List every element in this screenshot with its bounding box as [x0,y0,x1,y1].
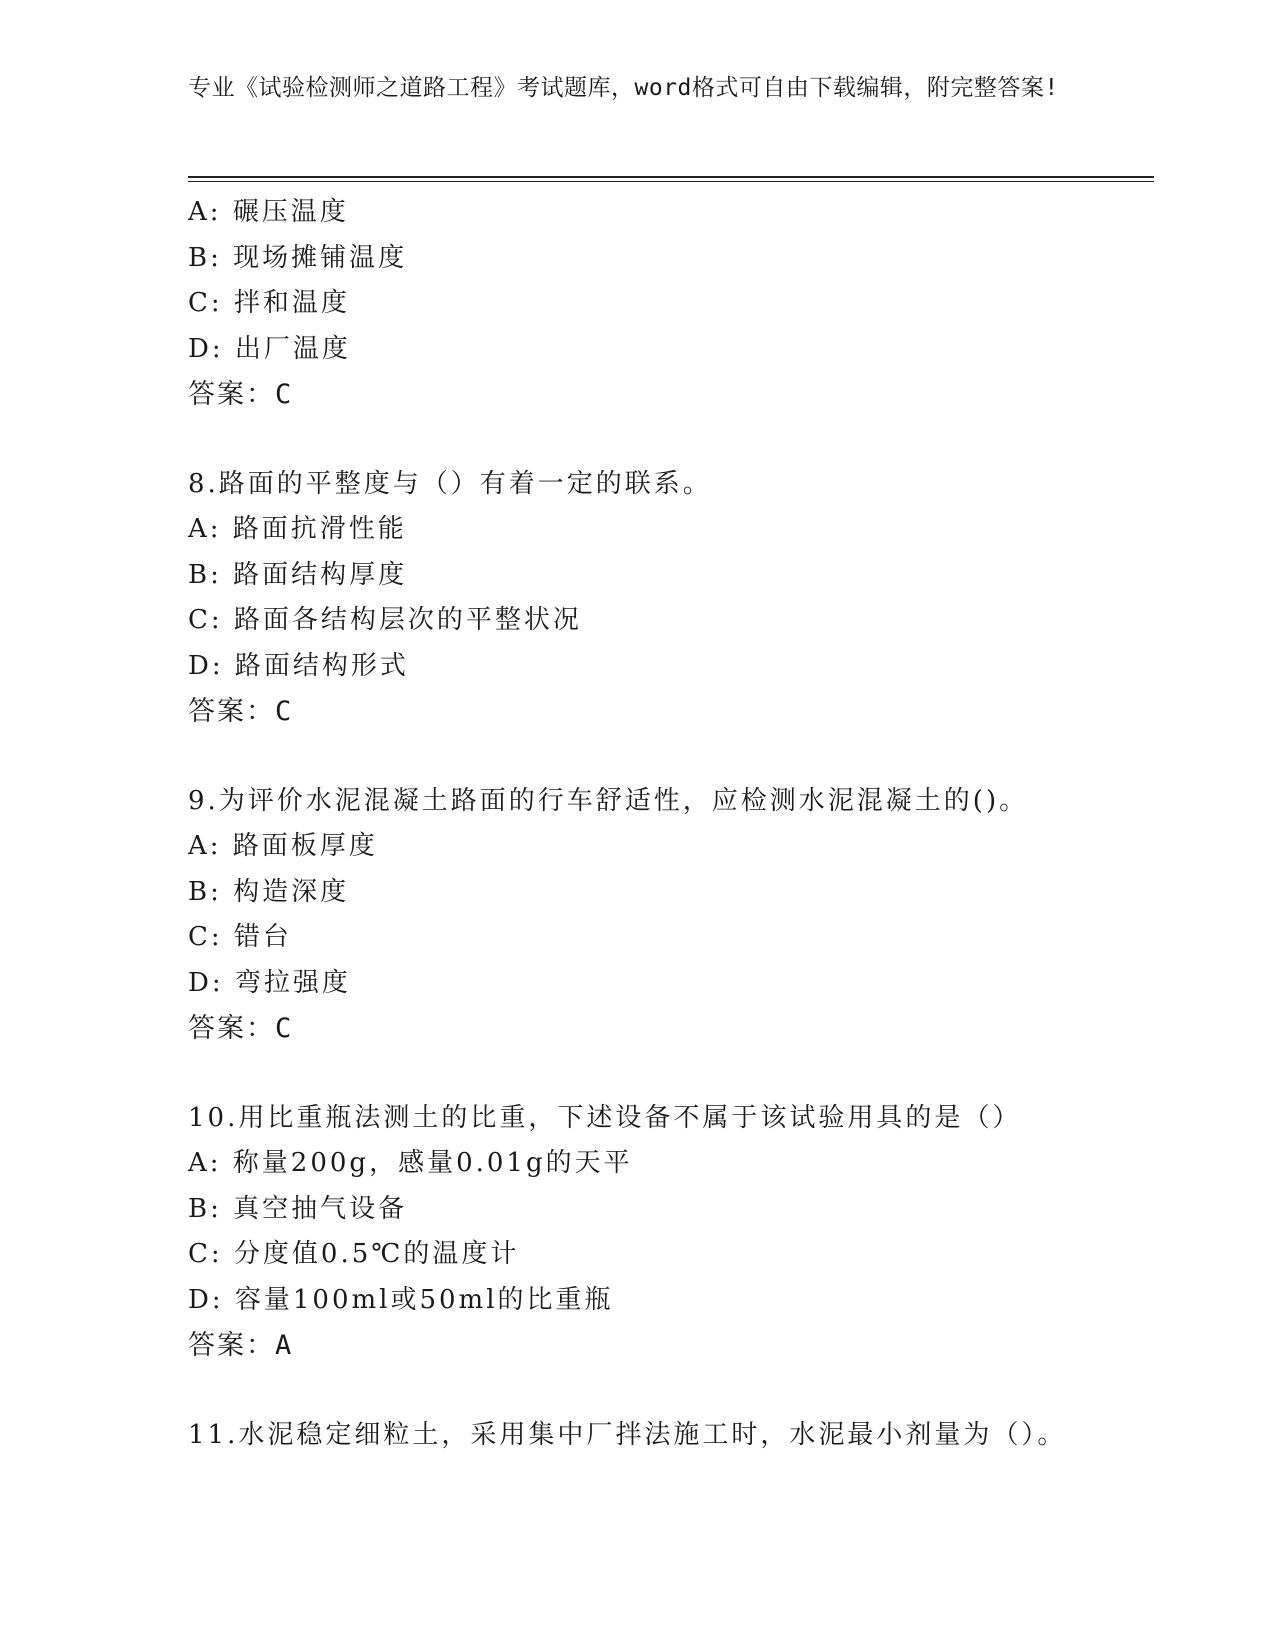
question-block-10 [188,1096,1148,1369]
option-d: D: 弯拉强度 [188,967,351,998]
option-a: A: 路面板厚度 [188,831,378,861]
answer: 答案：C [188,696,294,727]
option-b: B: 路面结构厚度 [188,559,408,590]
option-c: C: 路面各结构层次的平整状况 [188,605,582,635]
option-c: C: 分度值0.5℃的温度计 [188,1239,520,1269]
option-a: A: 碾压温度 [188,197,349,227]
option-d: D: 容量100ml或50ml的比重瓶 [188,1284,614,1315]
question-block-8 [188,462,1148,735]
option-c: C: 拌和温度 [188,288,350,318]
option-b: B: 现场摊铺温度 [188,242,408,273]
question-block-7 [188,190,1148,418]
option-b: B: 真空抽气设备 [188,1193,408,1224]
document-header: 专业《试验检测师之道路工程》考试题库，word格式可自由下载编辑，附完整答案! [188,75,1059,101]
option-a: A: 路面抗滑性能 [188,514,407,544]
question-block-9 [188,779,1148,1052]
option-b: B: 构造深度 [188,876,350,907]
option-d: D: 出厂温度 [188,333,351,364]
header-divider-thin [188,181,1154,182]
header-divider-thick [188,176,1154,178]
option-c: C: 错台 [188,922,292,952]
question-text: 9.为评价水泥混凝土路面的行车舒适性，应检测水泥混凝土的()。 [188,785,1029,816]
answer: 答案：C [188,379,294,410]
question-list [188,190,1148,1458]
question-text: 10.用比重瓶法测土的比重，下述设备不属于该试验用具的是（） [188,1102,1022,1133]
answer: 答案：C [188,1013,294,1044]
question-text: 11.水泥稳定细粒土，采用集中厂拌法施工时，水泥最小剂量为（）。 [188,1419,1067,1450]
question-block-11 [188,1413,1148,1459]
answer: 答案：A [188,1330,294,1361]
option-d: D: 路面结构形式 [188,650,409,681]
option-a: A: 称量200g，感量0.01g的天平 [188,1148,633,1178]
question-text: 8.路面的平整度与（）有着一定的联系。 [188,468,712,499]
